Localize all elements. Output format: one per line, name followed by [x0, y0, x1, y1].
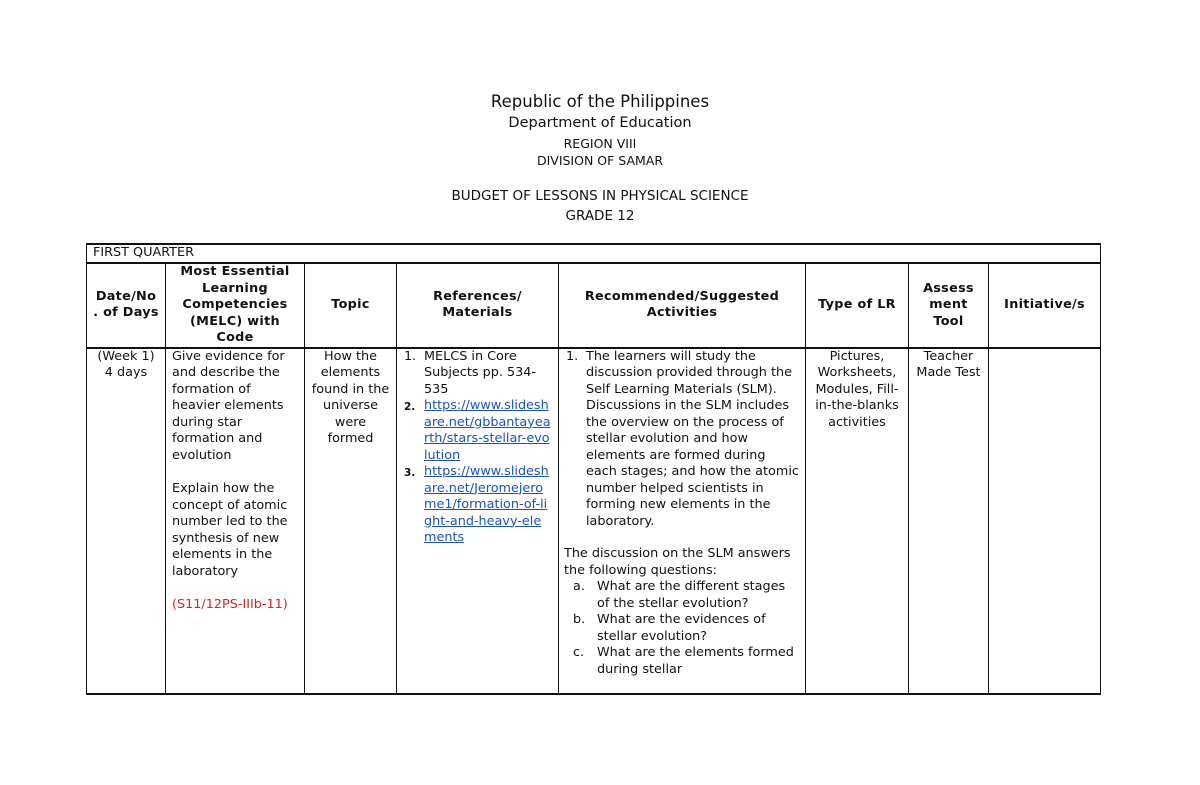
- document-title: BUDGET OF LESSONS IN PHYSICAL SCIENCE: [451, 188, 749, 204]
- col-header-references: References/ Materials: [397, 263, 559, 348]
- list-item: [564, 612, 800, 645]
- question-text: What are the elements formed during stellar: [597, 645, 794, 677]
- col-header-initiatives: Initiative/s: [989, 263, 1101, 348]
- melc-paragraph-2: Explain how the concept of atomic number led to the synthesis of new elements in the laboratory: [172, 481, 288, 579]
- col-header-melc: Most Essential Learning Competencies (MELC) with Code: [166, 263, 305, 348]
- col-header-date: Date/No . of Days: [87, 263, 166, 348]
- cell-initiatives: [989, 348, 1101, 694]
- reference-text: MELCS in Core Subjects pp. 534-535: [424, 348, 536, 397]
- activity-text: The learners will study the discussion provided through the Self Learning Materials (SLM). Discussions in the SLM includes the overview on the process of stellar evolution and how elements are formed during each stages; and how the atomic number helped scientists in forming new elements in the laboratory.: [586, 348, 799, 529]
- melc-paragraph-1: Give evidence for and describe the formation of heavier elements during star formation and evolution: [172, 348, 285, 463]
- questions-list: [564, 579, 800, 678]
- list-number: 1.: [566, 348, 579, 364]
- header-republic: Republic of the Philippines: [490, 92, 710, 111]
- cell-assessment-tool: Teacher Made Test: [909, 348, 989, 694]
- col-header-type-of-lr: Type of LR: [806, 263, 909, 348]
- cell-date: [87, 348, 166, 694]
- grade-level: GRADE 12: [565, 208, 635, 224]
- col-header-topic: Topic: [305, 263, 397, 348]
- header-department: Department of Education: [508, 115, 692, 131]
- col-header-assessment-tool: Assess ment Tool: [909, 263, 989, 348]
- list-item: [564, 579, 800, 612]
- quarter-label: FIRST QUARTER: [87, 244, 1101, 263]
- list-item: [402, 349, 553, 399]
- list-number: 1.: [404, 348, 417, 364]
- col-header-activities: Recommended/Suggested Activities: [559, 263, 806, 348]
- cell-topic: How the elements found in the universe were formed: [305, 348, 397, 694]
- list-item: [402, 398, 553, 464]
- reference-link[interactable]: https://www.slideshare.net/gbbantayearth/stars-stellar-evolution: [424, 398, 551, 463]
- reference-link[interactable]: https://www.slideshare.net/Jeromejerome1/formation-of-light-and-heavy-elements: [424, 464, 549, 545]
- list-number: 2.: [404, 401, 416, 413]
- header-row: [87, 263, 1101, 348]
- cell-activities: [559, 348, 806, 694]
- list-item: [402, 464, 553, 547]
- table-row: [87, 348, 1101, 694]
- list-item: [564, 645, 800, 678]
- cell-type-of-lr: Pictures, Worksheets, Modules, Fill-in-the-blanks activities: [806, 348, 909, 694]
- header-division: DIVISION OF SAMAR: [536, 153, 664, 168]
- melc-code: (S11/12PS-IIIb-11): [172, 597, 288, 612]
- discussion-text: The discussion on the SLM answers the following questions:: [564, 546, 791, 578]
- date-text: (Week 1) 4 days: [97, 348, 155, 380]
- activities-list: [564, 349, 800, 531]
- list-letter: a.: [573, 579, 585, 594]
- budget-of-lessons-table: [86, 243, 1101, 695]
- cell-references: [397, 348, 559, 694]
- cell-melc: [166, 348, 305, 694]
- header-region: REGION VIII: [563, 136, 637, 151]
- list-item: [564, 349, 800, 531]
- question-text: What are the evidences of stellar evolution?: [597, 612, 766, 644]
- quarter-row: [87, 244, 1101, 263]
- references-list: [402, 349, 553, 547]
- question-text: What are the different stages of the stellar evolution?: [597, 579, 786, 611]
- list-letter: c.: [573, 645, 585, 660]
- list-letter: b.: [573, 612, 586, 627]
- list-number: 3.: [404, 467, 416, 479]
